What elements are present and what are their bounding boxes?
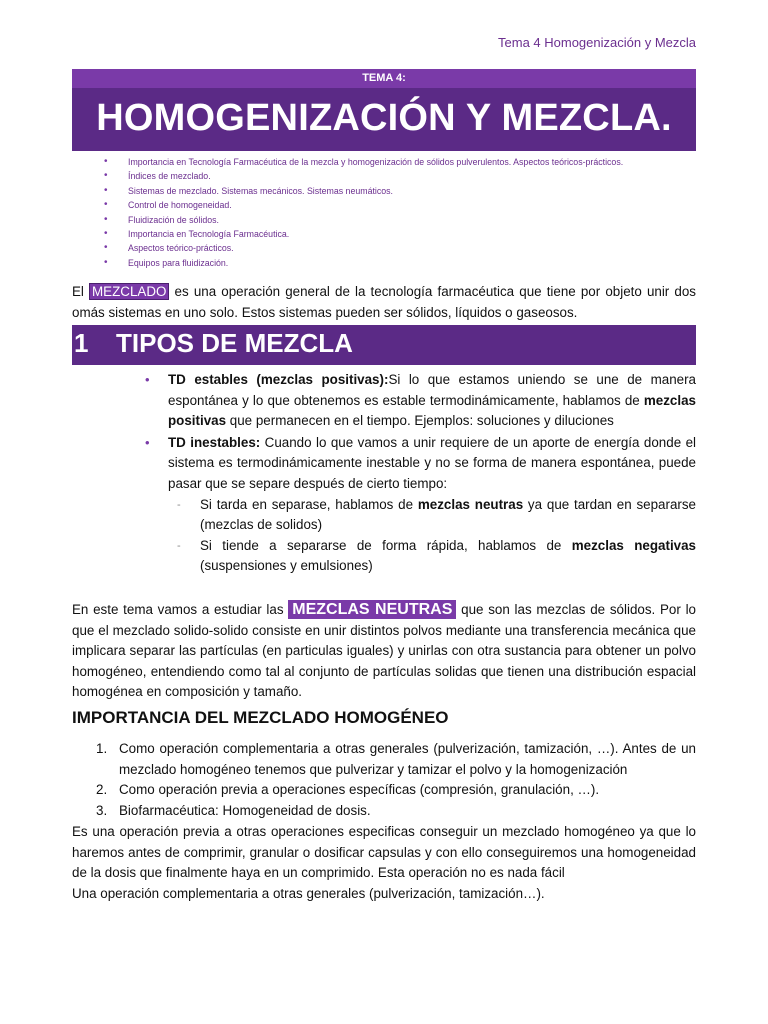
topic-item: • Importancia en Tecnología Farmacéutica de la mezcla y homogenización de sólidos pulverulentos. Aspectos teóricos-prácticos.	[72, 155, 696, 169]
bullet-text: Cuando lo que vamos a unir requiere de un aporte de energía donde el sistema es termodinámicamente inestable y no se forma de manera espontánea, puede pasar que se separe después de cierto tiempo:	[168, 434, 696, 491]
topic-item: • Fluidización de sólidos.	[72, 213, 696, 227]
topic-item: • Índices de mezclado.	[72, 169, 696, 183]
dash-icon: -	[177, 539, 181, 552]
intro-paragraph	[72, 282, 696, 323]
section-heading-tipos	[72, 325, 696, 365]
closing-line: Una operación complementaria a otras generales (pulverización, tamización…).	[72, 886, 545, 901]
mezcla-types-list	[72, 370, 696, 577]
item-number: 2.	[96, 782, 108, 798]
title-kicker: TEMA 4:	[72, 69, 696, 88]
mezclas-neutras-highlight: MEZCLAS NEUTRAS	[288, 600, 456, 619]
sub-bullet-text: Si tarda en separase, hablamos de	[200, 496, 418, 512]
numbered-item	[72, 801, 696, 822]
bullet-text: Si lo que estamos uniendo se une de manera espontánea y lo que obtenemos es estable termodinámicamente, hablamos de	[168, 372, 696, 408]
sub-bullet-item	[72, 536, 696, 577]
importance-heading: IMPORTANCIA DEL MEZCLADO HOMOGÉNEO	[72, 708, 449, 727]
bullet-bold: mezclas positivas	[168, 392, 696, 429]
sub-bullet-text: ya que tardan en separarse (mezclas de solidos)	[200, 496, 697, 533]
topic-item: • Equipos para fluidización.	[72, 256, 696, 270]
intro-text-post: es una operación general de la tecnología farmacéutica que tiene por objeto unir dos omás sistemas en uno solo. Estos sistemas pueden ser sólidos, líquidos o gaseosos.	[72, 284, 696, 320]
topics-list	[72, 155, 696, 270]
item-number: 1.	[96, 741, 108, 756]
item-text: Como operación complementaria a otras generales (pulverización, tamización, …). Antes de un mezclado homogéneo tenemos que pulverizar y tamizar el polvo y la homogenización	[119, 741, 696, 777]
title-banner	[72, 69, 696, 151]
numbered-item	[72, 739, 696, 780]
topic-item: • Importancia en Tecnología Farmacéutica.	[72, 227, 696, 241]
bullet-lead: TD estables (mezclas positivas):	[168, 372, 389, 387]
section-number: 1	[74, 328, 89, 358]
item-text: Como operación previa a operaciones específicas (compresión, granulación, …).	[119, 782, 600, 798]
bullet-lead: TD inestables:	[168, 434, 261, 450]
neutras-paragraph	[72, 600, 696, 703]
sub-bullet-bold: mezclas negativas	[571, 537, 697, 553]
bullet-item	[72, 370, 696, 432]
dash-icon: -	[177, 498, 181, 511]
bullet-icon: •	[145, 434, 150, 450]
sub-bullet-bold: mezclas neutras	[417, 496, 524, 512]
closing-paragraph: Es una operación previa a otras operaciones especificas conseguir un mezclado homogéneo ya que lo haremos antes de comprimir, granular o dosificar capsulas y con ello conseguiremos una homogeneidad de la dosis que finalmente haya en un comprimido. Esta operación no es nada fácil	[72, 824, 696, 881]
neutras-text-pre: En este tema vamos a estudiar las	[72, 602, 289, 617]
section-title: TIPOS DE MEZCLA	[116, 328, 353, 358]
neutras-text-post: que son las mezclas de sólidos. Por lo que el mezclado solido-solido consiste en unir distintos polvos mediante una transferencia mecánica que implicara separar las partículas (en particulas iguales) y unirlas con otra sustancia para obtener un polvo homogéneo, entendiendo como tal al conjunto de partículas solidas que tienen una distribución espacial homogénea en composición y tamaño.	[72, 602, 696, 700]
topic-item: • Aspectos teórico-prácticos.	[72, 241, 696, 255]
numbered-item	[72, 780, 696, 801]
topic-item: • Control de homogeneidad.	[72, 198, 696, 212]
sub-bullet-item	[72, 495, 696, 536]
bullet-item	[72, 433, 696, 495]
running-header: Tema 4 Homogenización y Mezcla	[498, 35, 696, 50]
bullet-text: que permanecen en el tiempo. Ejemplos: soluciones y diluciones	[226, 413, 614, 429]
topic-item: • Sistemas de mezclado. Sistemas mecánicos. Sistemas neumáticos.	[72, 184, 696, 198]
item-number: 3.	[96, 802, 108, 818]
sub-bullet-text: Si tiende a separarse de forma rápida, hablamos de	[200, 537, 572, 553]
mezclado-highlight: MEZCLADO	[89, 283, 169, 300]
importance-list	[72, 739, 696, 821]
item-text: Biofarmacéutica: Homogeneidad de dosis.	[119, 802, 371, 818]
sub-bullet-text: (suspensiones y emulsiones)	[200, 558, 373, 574]
bullet-icon: •	[145, 372, 150, 387]
intro-text-pre: El	[72, 284, 90, 299]
page-title: HOMOGENIZACIÓN Y MEZCLA.	[96, 97, 672, 139]
